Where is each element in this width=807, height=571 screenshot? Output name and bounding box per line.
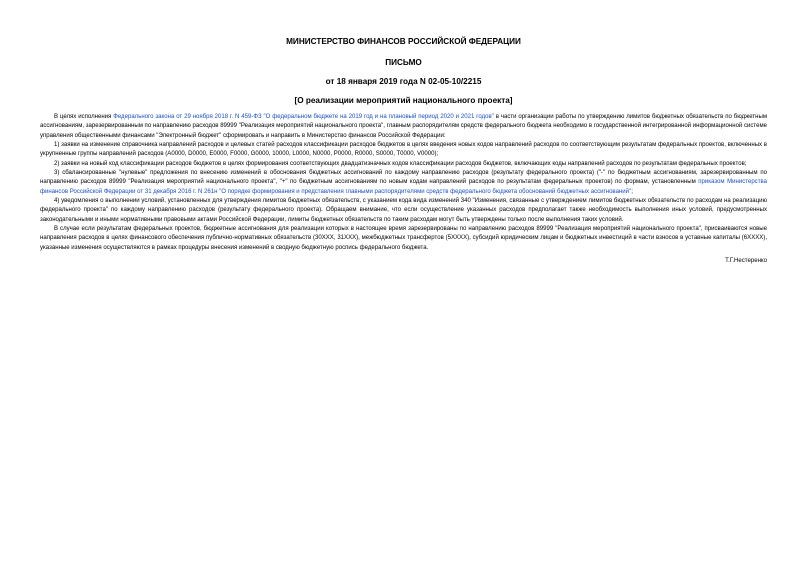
document-type-heading: ПИСЬМО <box>385 58 422 67</box>
subject-heading: [О реализации мероприятий национального проекта] <box>294 96 513 105</box>
ministry-order-link[interactable]: приказом Министерства финансов Российской Федерации от 31 декабря 2016 г. N 261н "О порядке формирования и представления главными распорядителями средств федерального бюджета обоснований бюджетных ассигнований" <box>40 179 767 195</box>
ministry-heading: МИНИСТЕРСТВО ФИНАНСОВ РОССИЙСКОЙ ФЕДЕРАЦИИ <box>286 37 521 46</box>
date-number-heading: от 18 января 2019 года N 02-05-10/2215 <box>325 77 482 86</box>
paragraph-1-text-b: в части организации работы по утверждению лимитов бюджетных обязательств по бюджетным ассигнованиям, зарезервированным по направлению расходов 89999 "Реализация мероприятий национального проекта", главным распорядителям средств федерального бюджета необходимо в государственной интегрированной информационной системе управления общественными финансами "Электронный бюджет" сформировать и направить в Министерство финансов Российской Федерации: <box>40 114 767 139</box>
signature: Т.Г.Нестеренко <box>725 258 767 265</box>
paragraph-item-1: 1) заявки на изменение справочника направлений расходов и целевых статей расходов классификации расходов бюджетов в целях введения новых кодов направлений расходов по соответствующим результатам федеральных проектов, включенных в укрупненные группы направлений расходов (A0000, D0000, E0000, F0000, G0000, 10000, L0000, N0000, P0000, R0000, S0000, T0000, V0000); <box>40 142 767 158</box>
paragraph-1-text-a: В целях исполнения <box>54 114 114 120</box>
letter-body <box>40 113 767 266</box>
paragraph-item-3 <box>40 169 767 197</box>
paragraph-final: В случае если результатам федеральных проектов, бюджетные ассигнования для реализации которых в настоящее время зарезервированы по направлению расходов 89999 "Реализация мероприятий национального проекта", присваиваются новые направления расходов в целях финансового обеспечения публично-нормативных обязательств (30XXX, 31XXX), межбюджетных трансфертов (5XXXX), субсидий юридическим лицам и бюджетных инвестиций в части взносов в уставные капиталы (6XXXX), указанные изменения осуществляются в рамках процедуры внесения изменений в сводную бюджетную роспись федерального бюджета. <box>40 226 767 251</box>
paragraph-item-3-text-a: 3) сбалансированные "нулевые" предложения по внесению изменений в обоснования бюджетных ассигнований по каждому направлению расходов (результату федерального проекта) ("-" по бюджетным ассигнованиям, зарезервированным по направлению расходов 89999 "Реализация мероприятий национального проекта", "+" по бюджетным ассигнованиям по новым кодам направлений расходов по результатам федеральных проектов) по формам, установленным <box>40 170 767 186</box>
paragraph-1 <box>40 113 767 141</box>
federal-law-link[interactable]: Федерального закона от 29 ноября 2018 г. N 459-ФЗ "О федеральном бюджете на 2019 год и на плановый период 2020 и 2021 годов" <box>113 114 494 120</box>
paragraph-item-3-text-b: ; <box>631 188 633 195</box>
paragraph-item-2: 2) заявки на новый код классификации расходов бюджетов в целях формирования соответствующих двадцатизначных кодов классификации расходов бюджетов, включающих коды направлений расходов по результатам федеральных проектов; <box>54 160 747 167</box>
paragraph-item-4: 4) уведомления о выполнении условий, установленных для утверждения лимитов бюджетных обязательств, с указанием кода вида изменений 340 "Изменения, связанные с утверждением лимитов бюджетных обязательств по расходам на реализацию федерального проекта" по каждому направлению расходов (результату федерального проекта). Обращаем внимание, что если осуществление указанных расходов предполагает также необходимость выполнения иных условий, предусмотренных законодательными и иными нормативными правовыми актами Российской Федерации, лимиты бюджетных обязательств по таким расходам могут быть утверждены только после выполнения таких условий. <box>40 198 767 223</box>
